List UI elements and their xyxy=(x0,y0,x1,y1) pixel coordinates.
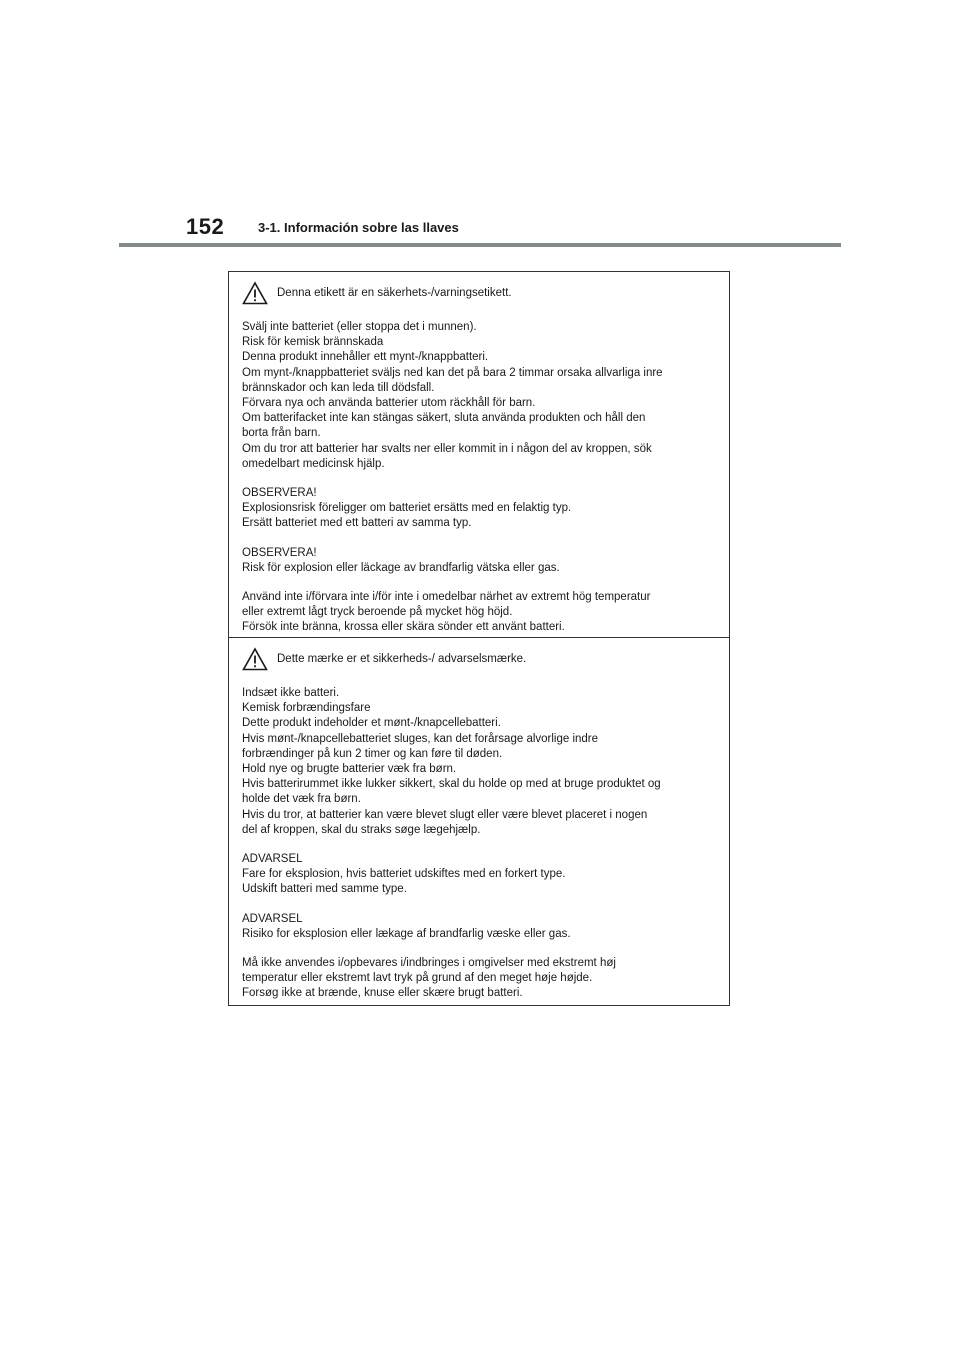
label-paragraph xyxy=(242,486,717,532)
label-text-line: Om batterifacket inte kan stängas säkert, sluta använda produkten och håll den xyxy=(242,412,646,425)
label-text-line: Denna produkt innehåller ett mynt-/knappbatteri. xyxy=(242,351,489,364)
label-text-line: Hvis batterirummet ikke lukker sikkert, skal du holde op med at bruge produktet og xyxy=(242,778,661,791)
label-text-line: holde det væk fra børn. xyxy=(242,793,361,806)
label-text-line: del af kroppen, skal du straks søge lægehjælp. xyxy=(242,823,481,836)
label-text-line: Hold nye og brugte batterier væk fra børn. xyxy=(242,763,457,776)
label-text-line: Indsæt ikke batteri. xyxy=(242,687,340,699)
label-text-line: Risk för kemisk brännskada xyxy=(242,336,384,349)
warning-title: Denna etikett är en säkerhets-/varningsetikett. xyxy=(277,287,512,299)
danish-label-section xyxy=(229,638,729,1006)
label-text-line: Försök inte bränna, krossa eller skära sönder ett använt batteri. xyxy=(242,621,565,634)
label-text-line: Forsøg ikke at brænde, knuse eller skære brugt batteri. xyxy=(242,987,523,1000)
label-text-line: Risiko for eksplosion eller lækage af brandfarlig væske eller gas. xyxy=(242,927,571,940)
warning-heading xyxy=(242,280,717,306)
label-text-line: Udskift batteri med samme type. xyxy=(242,883,407,896)
label-text-line: Explosionsrisk föreligger om batteriet ersätts med en felaktig typ. xyxy=(242,502,572,515)
label-text-line: Om du tror att batterier har svalts ner eller kommit in i någon del av kroppen, sök xyxy=(242,442,652,455)
label-text-line: temperatur eller ekstremt lavt tryk på grund af den meget høje højde. xyxy=(242,972,593,985)
label-text-line: forbrændinger på kun 2 timer og kan føre til døden. xyxy=(242,747,503,760)
label-text-line: Ersätt batteriet med ett batteri av samma typ. xyxy=(242,517,472,530)
warning-heading xyxy=(242,646,717,672)
label-paragraph xyxy=(242,956,717,1002)
label-text-line: OBSERVERA! xyxy=(242,546,317,559)
label-paragraph xyxy=(242,912,717,942)
label-text-line: Dette produkt indeholder et mønt-/knapcellebatteri. xyxy=(242,717,501,730)
swedish-label-section xyxy=(229,272,729,637)
page-header xyxy=(0,0,960,250)
label-text-line: brännskador och kan leda till dödsfall. xyxy=(242,381,435,394)
warning-triangle-icon xyxy=(242,281,268,305)
label-text-line: Använd inte i/förvara inte i/för inte i omedelbar närhet av extremt hög temperatur xyxy=(242,591,651,604)
label-text-line: eller extremt lågt tryck beroende på mycket hög höjd. xyxy=(242,606,513,619)
label-paragraph xyxy=(242,320,717,472)
safety-label xyxy=(228,271,730,1006)
label-text-line: Förvara nya och använda batterier utom räckhåll för barn. xyxy=(242,397,536,410)
page-number: 152 xyxy=(186,214,225,239)
label-text-line: borta från barn. xyxy=(242,427,321,440)
label-text-line: Hvis du tror, at batterier kan være blevet slugt eller være blevet placeret i nogen xyxy=(242,808,648,821)
warning-title: Dette mærke er et sikkerheds-/ advarselsmærke. xyxy=(277,653,527,665)
danish-paragraphs xyxy=(242,686,717,1002)
label-text-line: Fare for eksplosion, hvis batteriet udskiftes med en forkert type. xyxy=(242,868,566,881)
label-text-line: ADVARSEL xyxy=(242,853,303,866)
label-text-line: OBSERVERA! xyxy=(242,487,317,500)
label-text-line: ADVARSEL xyxy=(242,912,303,925)
label-paragraph xyxy=(242,590,717,636)
section-title: 3-1. Información sobre las llaves xyxy=(258,220,459,235)
label-text-line: Risk för explosion eller läckage av brandfarlig vätska eller gas. xyxy=(242,561,560,574)
warning-triangle-icon xyxy=(242,647,268,671)
swedish-paragraphs xyxy=(242,320,717,636)
label-text-line: omedelbart medicinsk hjälp. xyxy=(242,457,385,470)
label-text-line: Kemisk forbrændingsfare xyxy=(242,702,371,715)
label-paragraph xyxy=(242,852,717,898)
label-paragraph xyxy=(242,686,717,838)
label-text-line: Hvis mønt-/knapcellebatteriet sluges, kan det forårsage alvorlige indre xyxy=(242,732,599,745)
header-rule xyxy=(119,243,841,247)
label-text-line: Om mynt-/knappbatteriet sväljs ned kan det på bara 2 timmar orsaka allvarliga inre xyxy=(242,366,663,379)
label-text-line: Svälj inte batteriet (eller stoppa det i munnen). xyxy=(242,321,477,333)
label-text-line: Må ikke anvendes i/opbevares i/indbringes i omgivelser med ekstremt høj xyxy=(242,957,616,970)
label-paragraph xyxy=(242,546,717,576)
